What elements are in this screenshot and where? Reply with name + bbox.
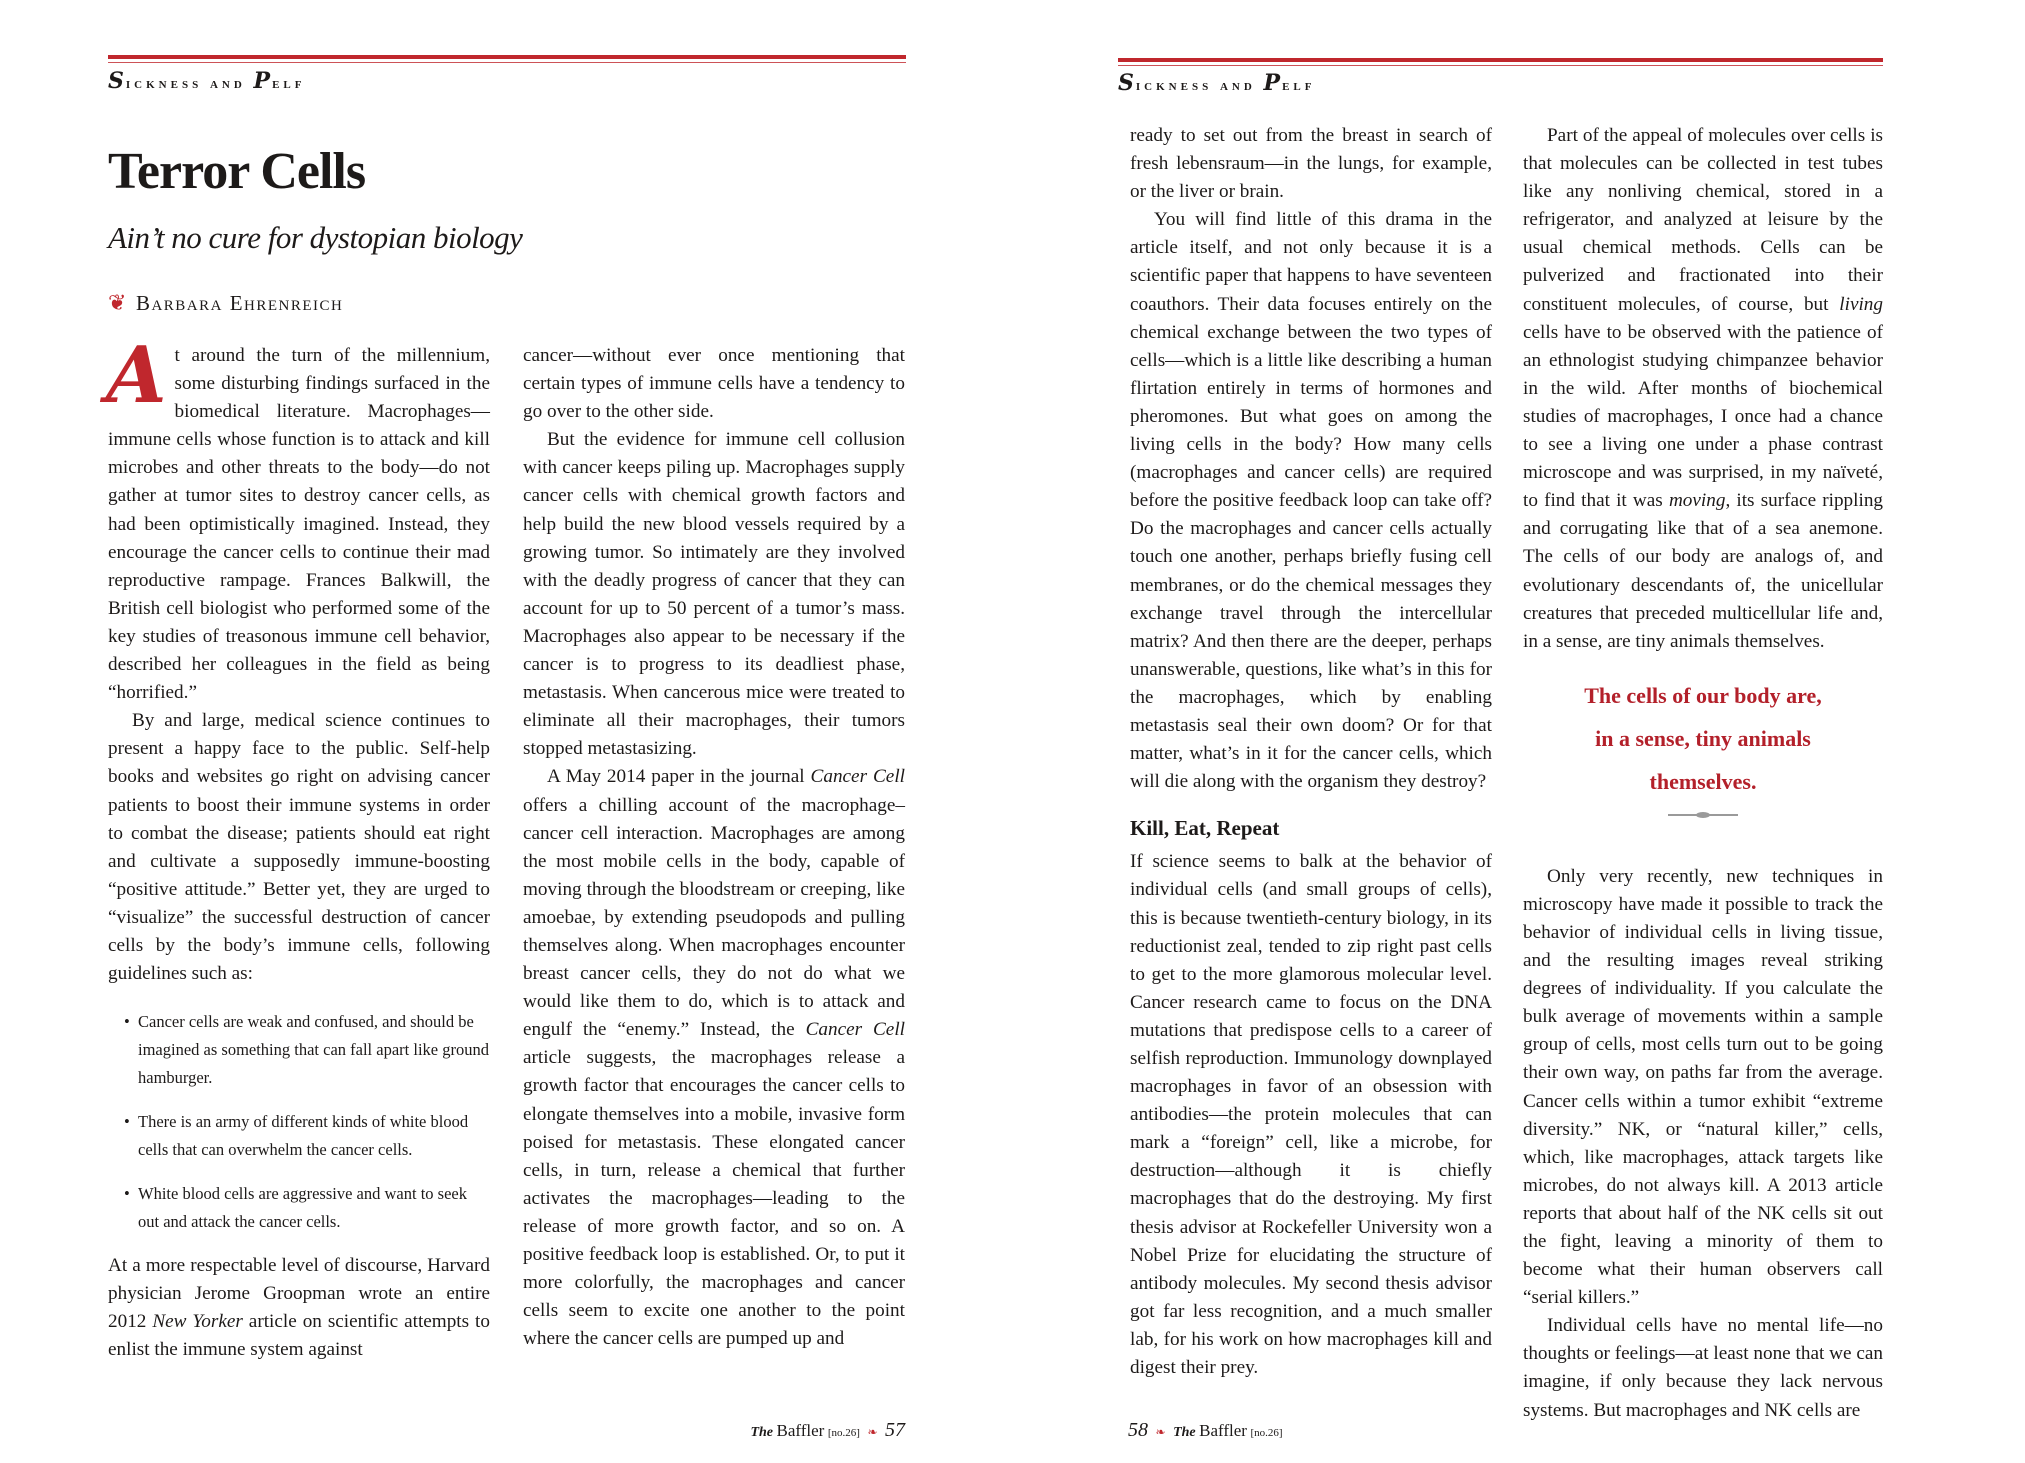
pull-quote (1523, 674, 1883, 803)
left-column-1 (106, 330, 490, 1365)
paragraph-text: , its surface rippling and corrugating like that of a sea anemone. The cells of our body are analogs of, and evolutionary descendants of, the unicellular creatures that preceded multicellular life and, in a sense, are tiny animals themselves. (1523, 490, 1884, 652)
section-label-initial: P (1263, 70, 1283, 96)
paragraph (108, 1252, 490, 1364)
emphasis: living (1839, 293, 1883, 315)
section-label-initial: S (108, 68, 126, 94)
paragraph-text: cells have to be observed with the patience of an ethnologist studying chimpanzee behavior in the wild. After months of biochemical studies of macrophages, I once had a chance to see a living one under a phase contrast microscope and was surprised, in my naïveté, to find that it was (1523, 321, 1883, 512)
paragraph: Only very recently, new techniques in microscopy have made it possible to track the behavior of individual cells in living tissue, and the resulting images reveal striking degrees of individuality. If you calculate the bulk average of movements within a sample group of cells, most cells turn out to be going their own way, on paths far from the average. Cancer cells within a tumor exhibit “extreme diversity.” NK, or “natural killer,” cells, which, like macrophages, attack targets like microbes, do not always kill. A 2013 article reports that about half of the NK cells sit out the fight, leaving a minority of them to become what their human observers call “serial killers.” (1523, 865, 1883, 1309)
paragraph: cancer—without ever once mentioning that certain types of immune cells have a tendency to go over to the other side. (523, 345, 905, 423)
footer-issue: [no.26] (1250, 1427, 1283, 1439)
paragraph-text: t around the turn of the millennium, some disturbing findings surfaced in the biomedical literature. Macrophages—immune cells whose function is to attack and kill microbes and other threats to the body—do not gather at tumor sites to destroy cancer cells, as had been optimistically imagined. Instead, they encourage the cancer cells to continue their mad reproductive rampage. Frances Balkwill, the British cell biologist who performed some of the key studies of treasonous immune cell behavior, described her colleagues in the field as being “horrified.” (108, 345, 490, 704)
paragraph: By and large, medical science continues to present a happy face to the public. Self-help books and websites go right on advising cancer patients to boost their immune systems in order to combat the disease; patients should eat right and cultivate a supposedly immune-boosting “positive attitude.” Better yet, they are urged to “visualize” the successful destruction of cancer cells by the body’s immune cells, following guidelines such as: (108, 710, 490, 985)
paragraph: You will find little of this drama in the article itself, and not only because it is a scientific paper that happens to have seventeen coauthors. Their data focuses entirely on the chemical exchange between the two types of cells—which is a little like describing a human flirtation entirely in terms of hormones and pheromones. But what goes on among the living cells in the body? How many cells (macrophages and cancer cells) are required before the positive feedback loop can take off? Do the macrophages and cancer cells actually touch one another, perhaps briefly fusing cell membranes, or do the chemical messages they exchange travel through the intercellular matrix? And then there are the deeper, perhaps unanswerable, questions, like what’s in this for the macrophages, which by enabling metastasis seal their own doom? Or for that matter, what’s in it for the cancer cells, which will die along with the organism they destroy? (1130, 209, 1492, 793)
pull-quote-line: in a sense, tiny animals (1595, 725, 1811, 751)
drop-cap: A (106, 330, 167, 421)
publication-title: Cancer Cell (805, 1019, 905, 1041)
pull-quote-line: themselves. (1649, 768, 1757, 794)
author-name: Barbara Ehrenreich (135, 291, 344, 315)
byline (108, 290, 343, 316)
footer-magazine-article: The (1173, 1425, 1196, 1440)
page-footer (1128, 1419, 1283, 1442)
pointing-hand-icon: ❧ (1155, 1425, 1166, 1439)
paragraph (523, 763, 905, 1353)
left-column-2 (523, 342, 905, 1353)
emphasis: moving (1668, 490, 1726, 512)
list-item: • Cancer cells are weak and confused, and should be imagined as something that can fall apart like ground hamburger. (130, 1008, 490, 1092)
paragraph-text: article suggests, the macrophages release a growth factor that encourages the cancer cells to elongate themselves into a mobile, invasive form poised for metastasis. These elongated cancer cells, in turn, release a chemical that further activates the macrophages—leading to the release of more growth factor, and so on. A positive feedback loop is established. Or, to put it more colorfully, the macrophages and cancer cells seem to excite one another to the point where the cancer cells are pumped up and (523, 1047, 905, 1350)
section-label-text: elf (272, 76, 306, 92)
list-item: • White blood cells are aggressive and want to seek out and attack the cancer cells. (130, 1180, 490, 1236)
page-footer (750, 1419, 905, 1442)
visualization-guidelines-list (108, 1008, 490, 1236)
section-subheading: Kill, Eat, Repeat (1130, 816, 1280, 841)
pull-quote-line: The cells of our body are, (1584, 682, 1822, 708)
article-title: Terror Cells (108, 143, 366, 200)
pointing-hand-icon: ❧ (867, 1425, 878, 1439)
right-column-2 (1523, 122, 1883, 1425)
article-subtitle: Ain’t no cure for dystopian biology (108, 220, 523, 255)
publication-title: Cancer Cell (810, 766, 905, 788)
section-label (1118, 70, 1315, 96)
paragraph-text: article on scientific attempts to enlist the immune system against (108, 1311, 490, 1361)
fleuron-icon: ❦ (108, 290, 128, 315)
right-column-1 (1130, 122, 1492, 1382)
paragraph (106, 330, 490, 707)
paragraph-text: At a more respectable level of discourse, Harvard physician Jerome Groopman wrote an entire 2012 (108, 1255, 490, 1333)
footer-magazine-name: Baffler (1199, 1421, 1247, 1440)
right-page (1000, 0, 2025, 1463)
paragraph-text: Part of the appeal of molecules over cells is that molecules can be collected in test tubes like any nonliving chemical, stored in a refrigerator, and analyzed at leisure by the usual chemical methods. Cells can be pulverized and fractionated into their constituent molecules, of course, but (1523, 125, 1883, 315)
publication-title: New Yorker (152, 1311, 243, 1333)
left-page (0, 0, 1000, 1463)
footer-magazine-article: The (750, 1425, 774, 1440)
paragraph-text: A May 2014 paper in the journal (547, 766, 811, 788)
section-label-initial: S (1118, 70, 1136, 96)
section-label-text: ickness and (125, 76, 254, 92)
paragraph: Individual cells have no mental life—no thoughts or feelings—at least none that we can imagine, if only because they lack nervous systems. But macrophages and NK cells are (1523, 1315, 1883, 1421)
paragraph: But the evidence for immune cell collusion with cancer keeps piling up. Macrophages supply cancer cells with chemical growth factors and help build the new blood vessels required by a growing tumor. So intimately are they involved with the deadly progress of cancer that they can account for up to 50 percent of a tumor’s mass. Macrophages also appear to be necessary if the cancer is to progress to its deadliest phase, metastasis. When cancerous mice were treated to eliminate all their macrophages, their tumors stopped metastasizing. (523, 429, 905, 760)
section-label-text: elf (1282, 78, 1316, 94)
ornament-divider-icon (1668, 811, 1738, 819)
page-number: 57 (885, 1419, 905, 1441)
paragraph: If science seems to balk at the behavior of individual cells (and small groups of cells), this is because twentieth-century biology, in its reductionist zeal, tended to zip right past cells to get to the more glamorous molecular level. Cancer research came to focus on the DNA mutations that predispose cells to a career of selfish reproduction. Immunology downplayed macrophages in favor of an obsession with antibodies—the protein molecules that can mark a “foreign” cell, like a microbe, for destruction—although it is chiefly macrophages that do the destroying. My first thesis advisor at Rockefeller University won a Nobel Prize for elucidating the structure of antibody molecules. My second thesis advisor got far less recognition, and a much smaller lab, for his work on how macrophages kill and digest their prey. (1130, 851, 1492, 1379)
paragraph (1523, 122, 1883, 656)
section-label-initial: P (253, 68, 273, 94)
page-number: 58 (1128, 1419, 1148, 1441)
footer-magazine-name: Baffler (776, 1421, 825, 1440)
paragraph: ready to set out from the breast in search of fresh lebensraum—in the lungs, for example, or the liver or brain. (1130, 125, 1492, 203)
paragraph-text: offers a chilling account of the macrophage–cancer cell interaction. Macrophages are among the most mobile cells in the body, capable of moving through the bloodstream or creeping, like amoebae, by extending pseudopods and pulling themselves along. When macrophages encounter breast cancer cells, they do not do what we would like them to do, which is to attack and engulf the “enemy.” Instead, the (523, 794, 905, 1041)
list-item: • There is an army of different kinds of white blood cells that can overwhelm the cancer cells. (130, 1108, 490, 1164)
section-label (108, 68, 305, 94)
footer-issue: [no.26] (827, 1427, 860, 1439)
section-label-text: ickness and (1135, 78, 1264, 94)
header-rule (1118, 58, 1883, 68)
header-rule (108, 55, 906, 65)
